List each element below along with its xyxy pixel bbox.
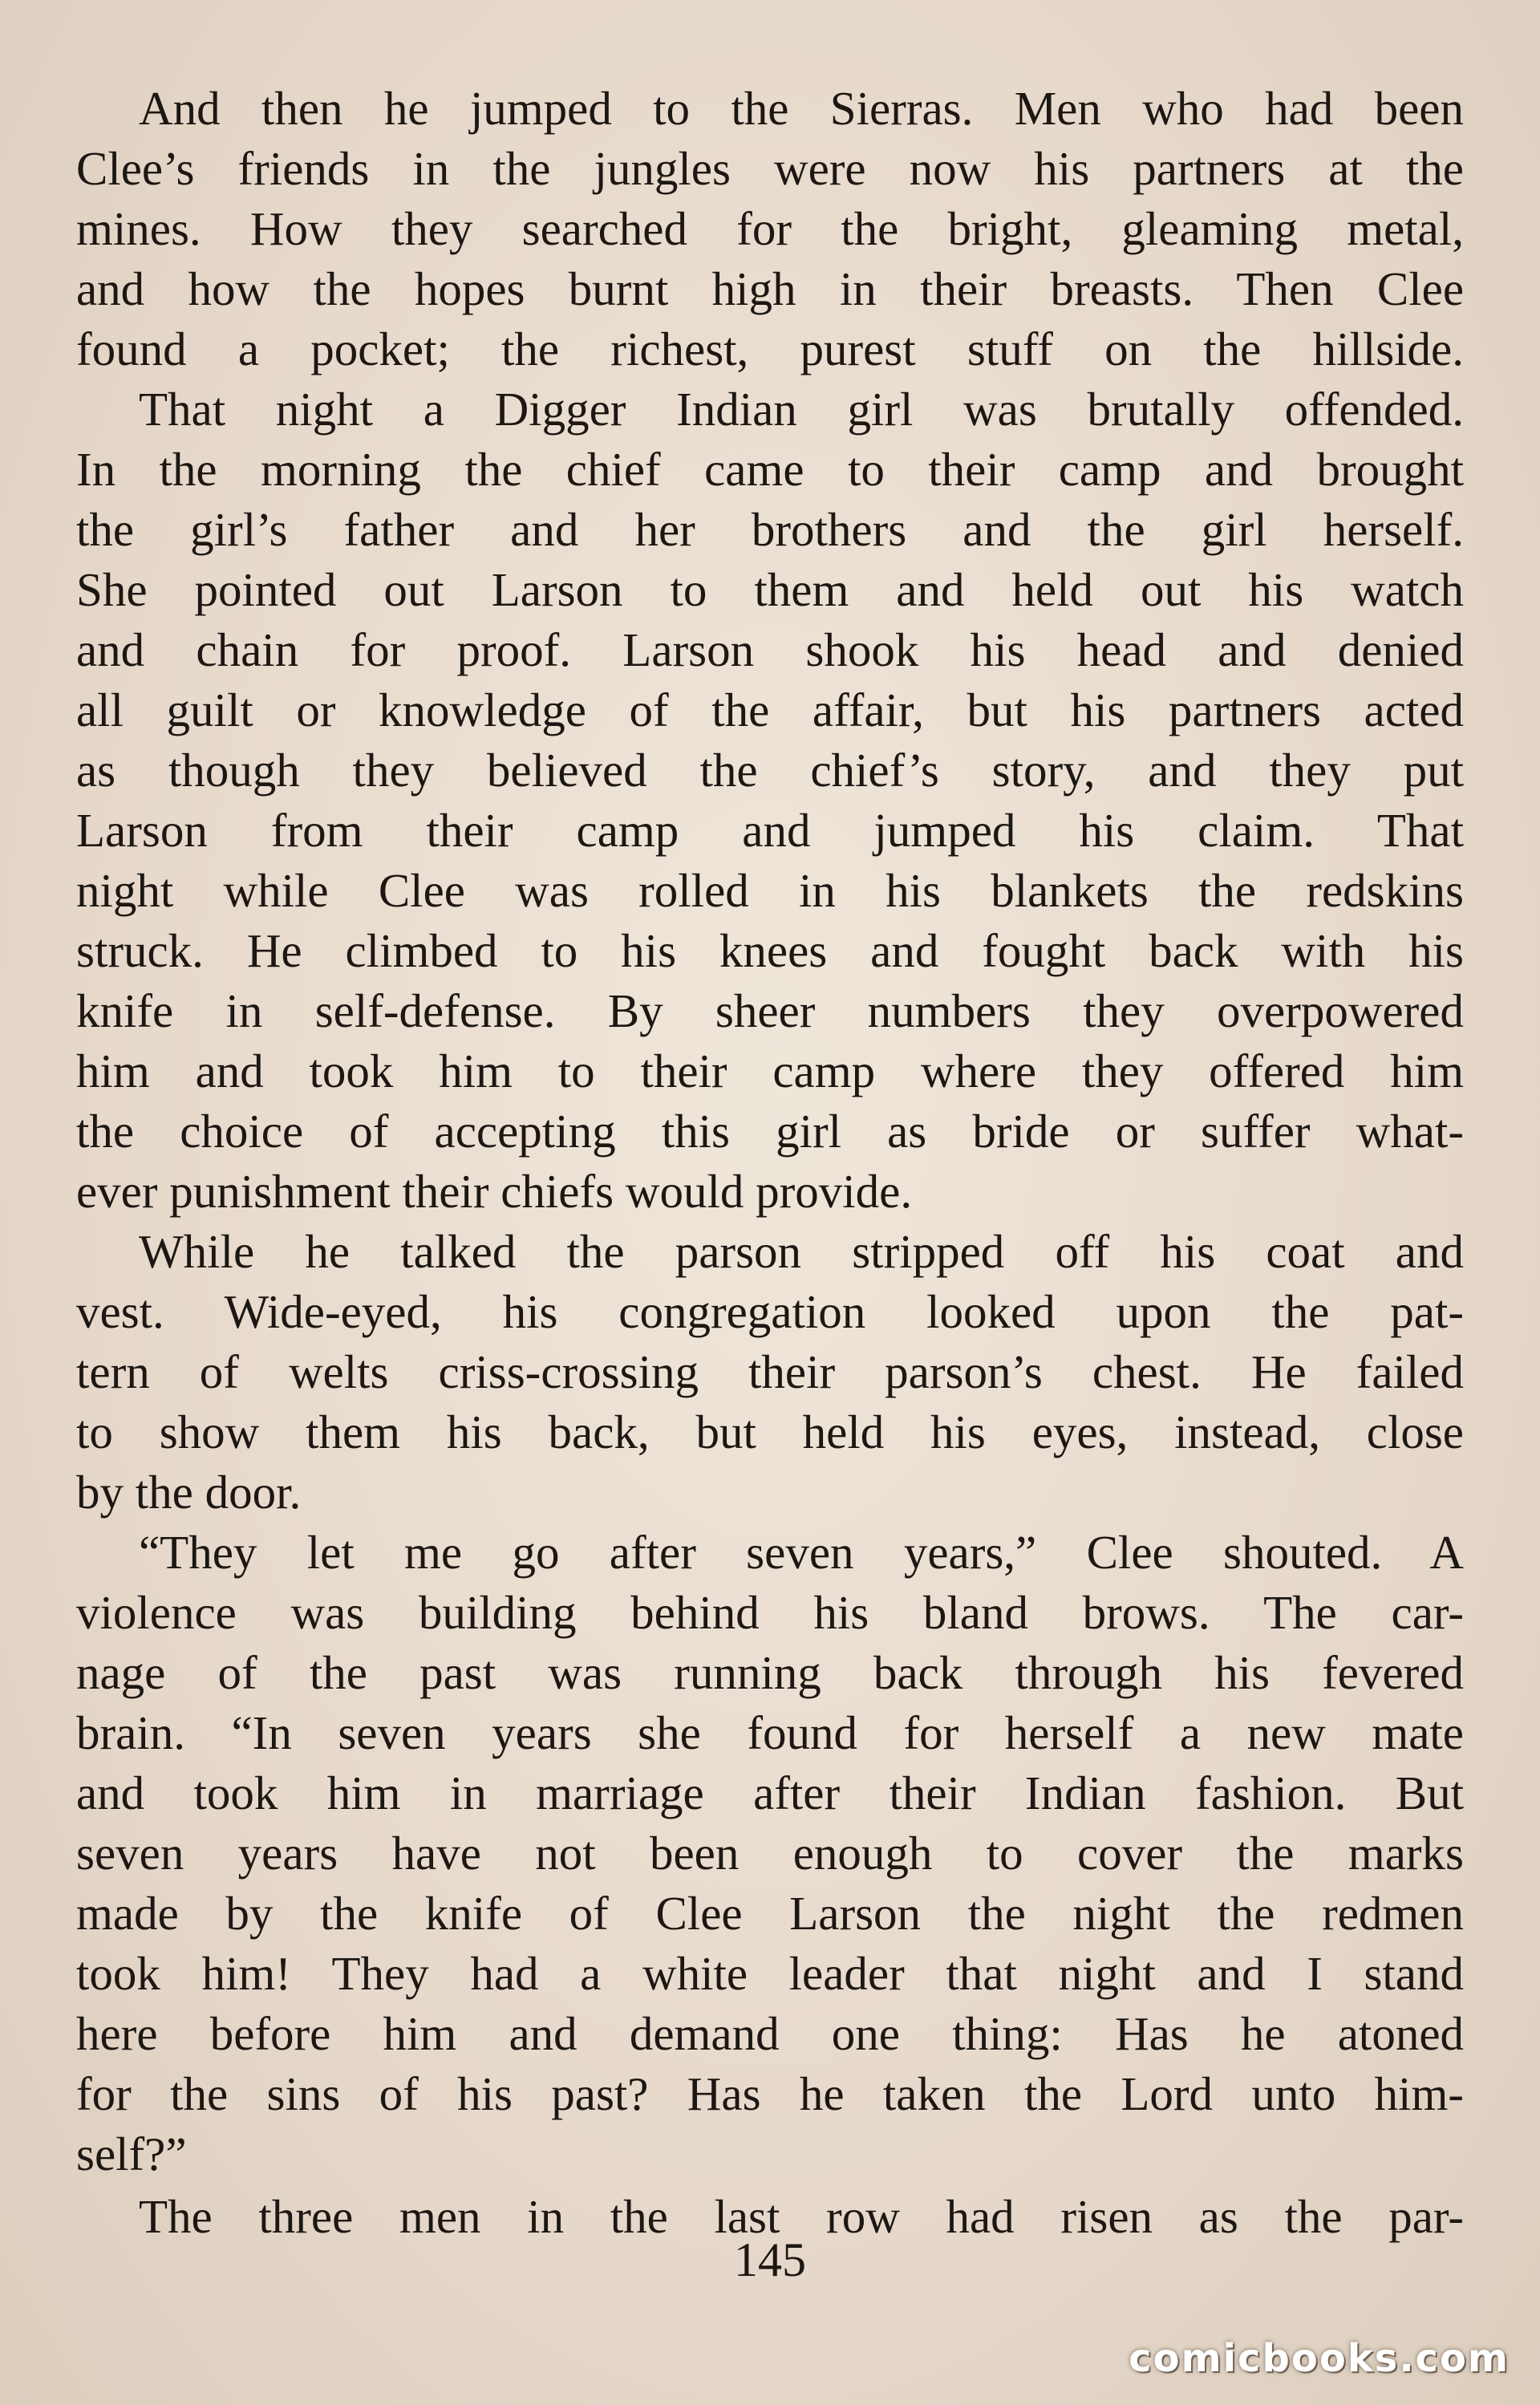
text-line: violence was building behind his bland brows. The car- xyxy=(76,1586,1464,1639)
text-line: here before him and demand one thing: Has he atoned xyxy=(76,2007,1464,2060)
watermark: comicbooks.com xyxy=(1129,2336,1510,2381)
page-body xyxy=(76,79,1464,2247)
text-line: all guilt or knowledge of the affair, but his partners acted xyxy=(76,683,1464,736)
text-line: That night a Digger Indian girl was brutally offended. xyxy=(139,383,1464,436)
text-line: She pointed out Larson to them and held out his watch xyxy=(76,563,1464,616)
text-line: and how the hopes burnt high in their breasts. Then Clee xyxy=(76,262,1464,315)
text-line: ever punishment their chiefs would provide. xyxy=(76,1165,913,1218)
text-line: tern of welts criss-crossing their parson’s chest. He failed xyxy=(76,1345,1464,1398)
text-line: and chain for proof. Larson shook his head and denied xyxy=(76,623,1464,676)
text-line: by the door. xyxy=(76,1466,302,1519)
text-line: took him! They had a white leader that night and I stand xyxy=(76,1947,1464,2000)
text-line: self?” xyxy=(76,2127,187,2180)
text-line: mines. How they searched for the bright, gleaming metal, xyxy=(76,202,1464,255)
text-line: the choice of accepting this girl as bride or suffer what- xyxy=(76,1105,1464,1158)
text-line: made by the knife of Clee Larson the night the redmen xyxy=(76,1887,1464,1940)
text-line: for the sins of his past? Has he taken the Lord unto him- xyxy=(76,2067,1464,2120)
text-line: Clee’s friends in the jungles were now his partners at the xyxy=(76,142,1464,195)
text-line: Larson from their camp and jumped his claim. That xyxy=(76,804,1464,857)
text-line: vest. Wide-eyed, his congregation looked upon the pat- xyxy=(76,1285,1464,1338)
text-line: struck. He climbed to his knees and fought back with his xyxy=(76,924,1464,977)
text-line: And then he jumped to the Sierras. Men who had been xyxy=(139,82,1464,135)
text-line: knife in self-defense. By sheer numbers they overpowered xyxy=(76,984,1464,1037)
text-line: night while Clee was rolled in his blankets the redskins xyxy=(76,864,1464,917)
text-line: as though they believed the chief’s story, and they put xyxy=(76,744,1464,797)
text-line: nage of the past was running back through his fevered xyxy=(76,1646,1464,1699)
text-line: “They let me go after seven years,” Clee shouted. A xyxy=(139,1526,1464,1579)
text-line: The three men in the last row had risen as the par- xyxy=(139,2190,1464,2243)
text-line: seven years have not been enough to cover the marks xyxy=(76,1827,1464,1880)
text-line: and took him in marriage after their Indian fashion. But xyxy=(76,1766,1464,1819)
text-line: While he talked the parson stripped off his coat and xyxy=(139,1225,1464,1278)
page-number: 145 xyxy=(734,2233,806,2286)
text-line: him and took him to their camp where they offered him xyxy=(76,1044,1464,1097)
text-line: In the morning the chief came to their camp and brought xyxy=(76,443,1464,496)
text-line: the girl’s father and her brothers and the girl herself. xyxy=(76,503,1464,556)
text-line: brain. “In seven years she found for herself a new mate xyxy=(76,1706,1464,1759)
text-line: to show them his back, but held his eyes, instead, close xyxy=(76,1405,1464,1458)
text-line: found a pocket; the richest, purest stuff on the hillside. xyxy=(76,322,1464,375)
